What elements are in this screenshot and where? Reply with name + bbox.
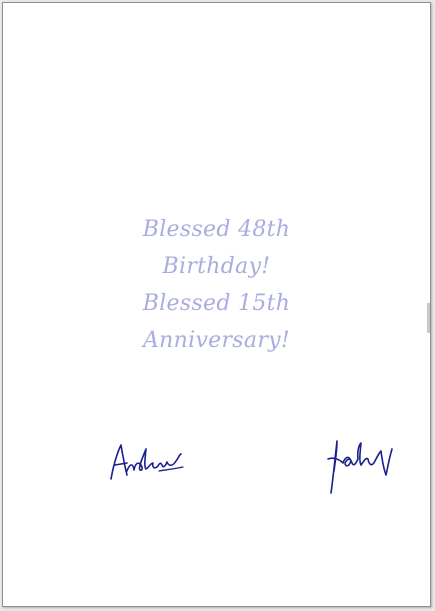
signature-sandy [325,437,395,504]
signature-sandy-drawing [325,437,395,499]
signature-andrew [103,437,187,490]
card-page [2,2,431,607]
message-line-4: Anniversary! [142,328,291,353]
blessing-message [3,211,430,359]
message-line-3: Blessed 15th [142,291,291,316]
message-line-1: Blessed 48th [142,217,291,242]
message-line-2: Birthday! [162,254,271,279]
signature-andrew-drawing [103,437,187,485]
